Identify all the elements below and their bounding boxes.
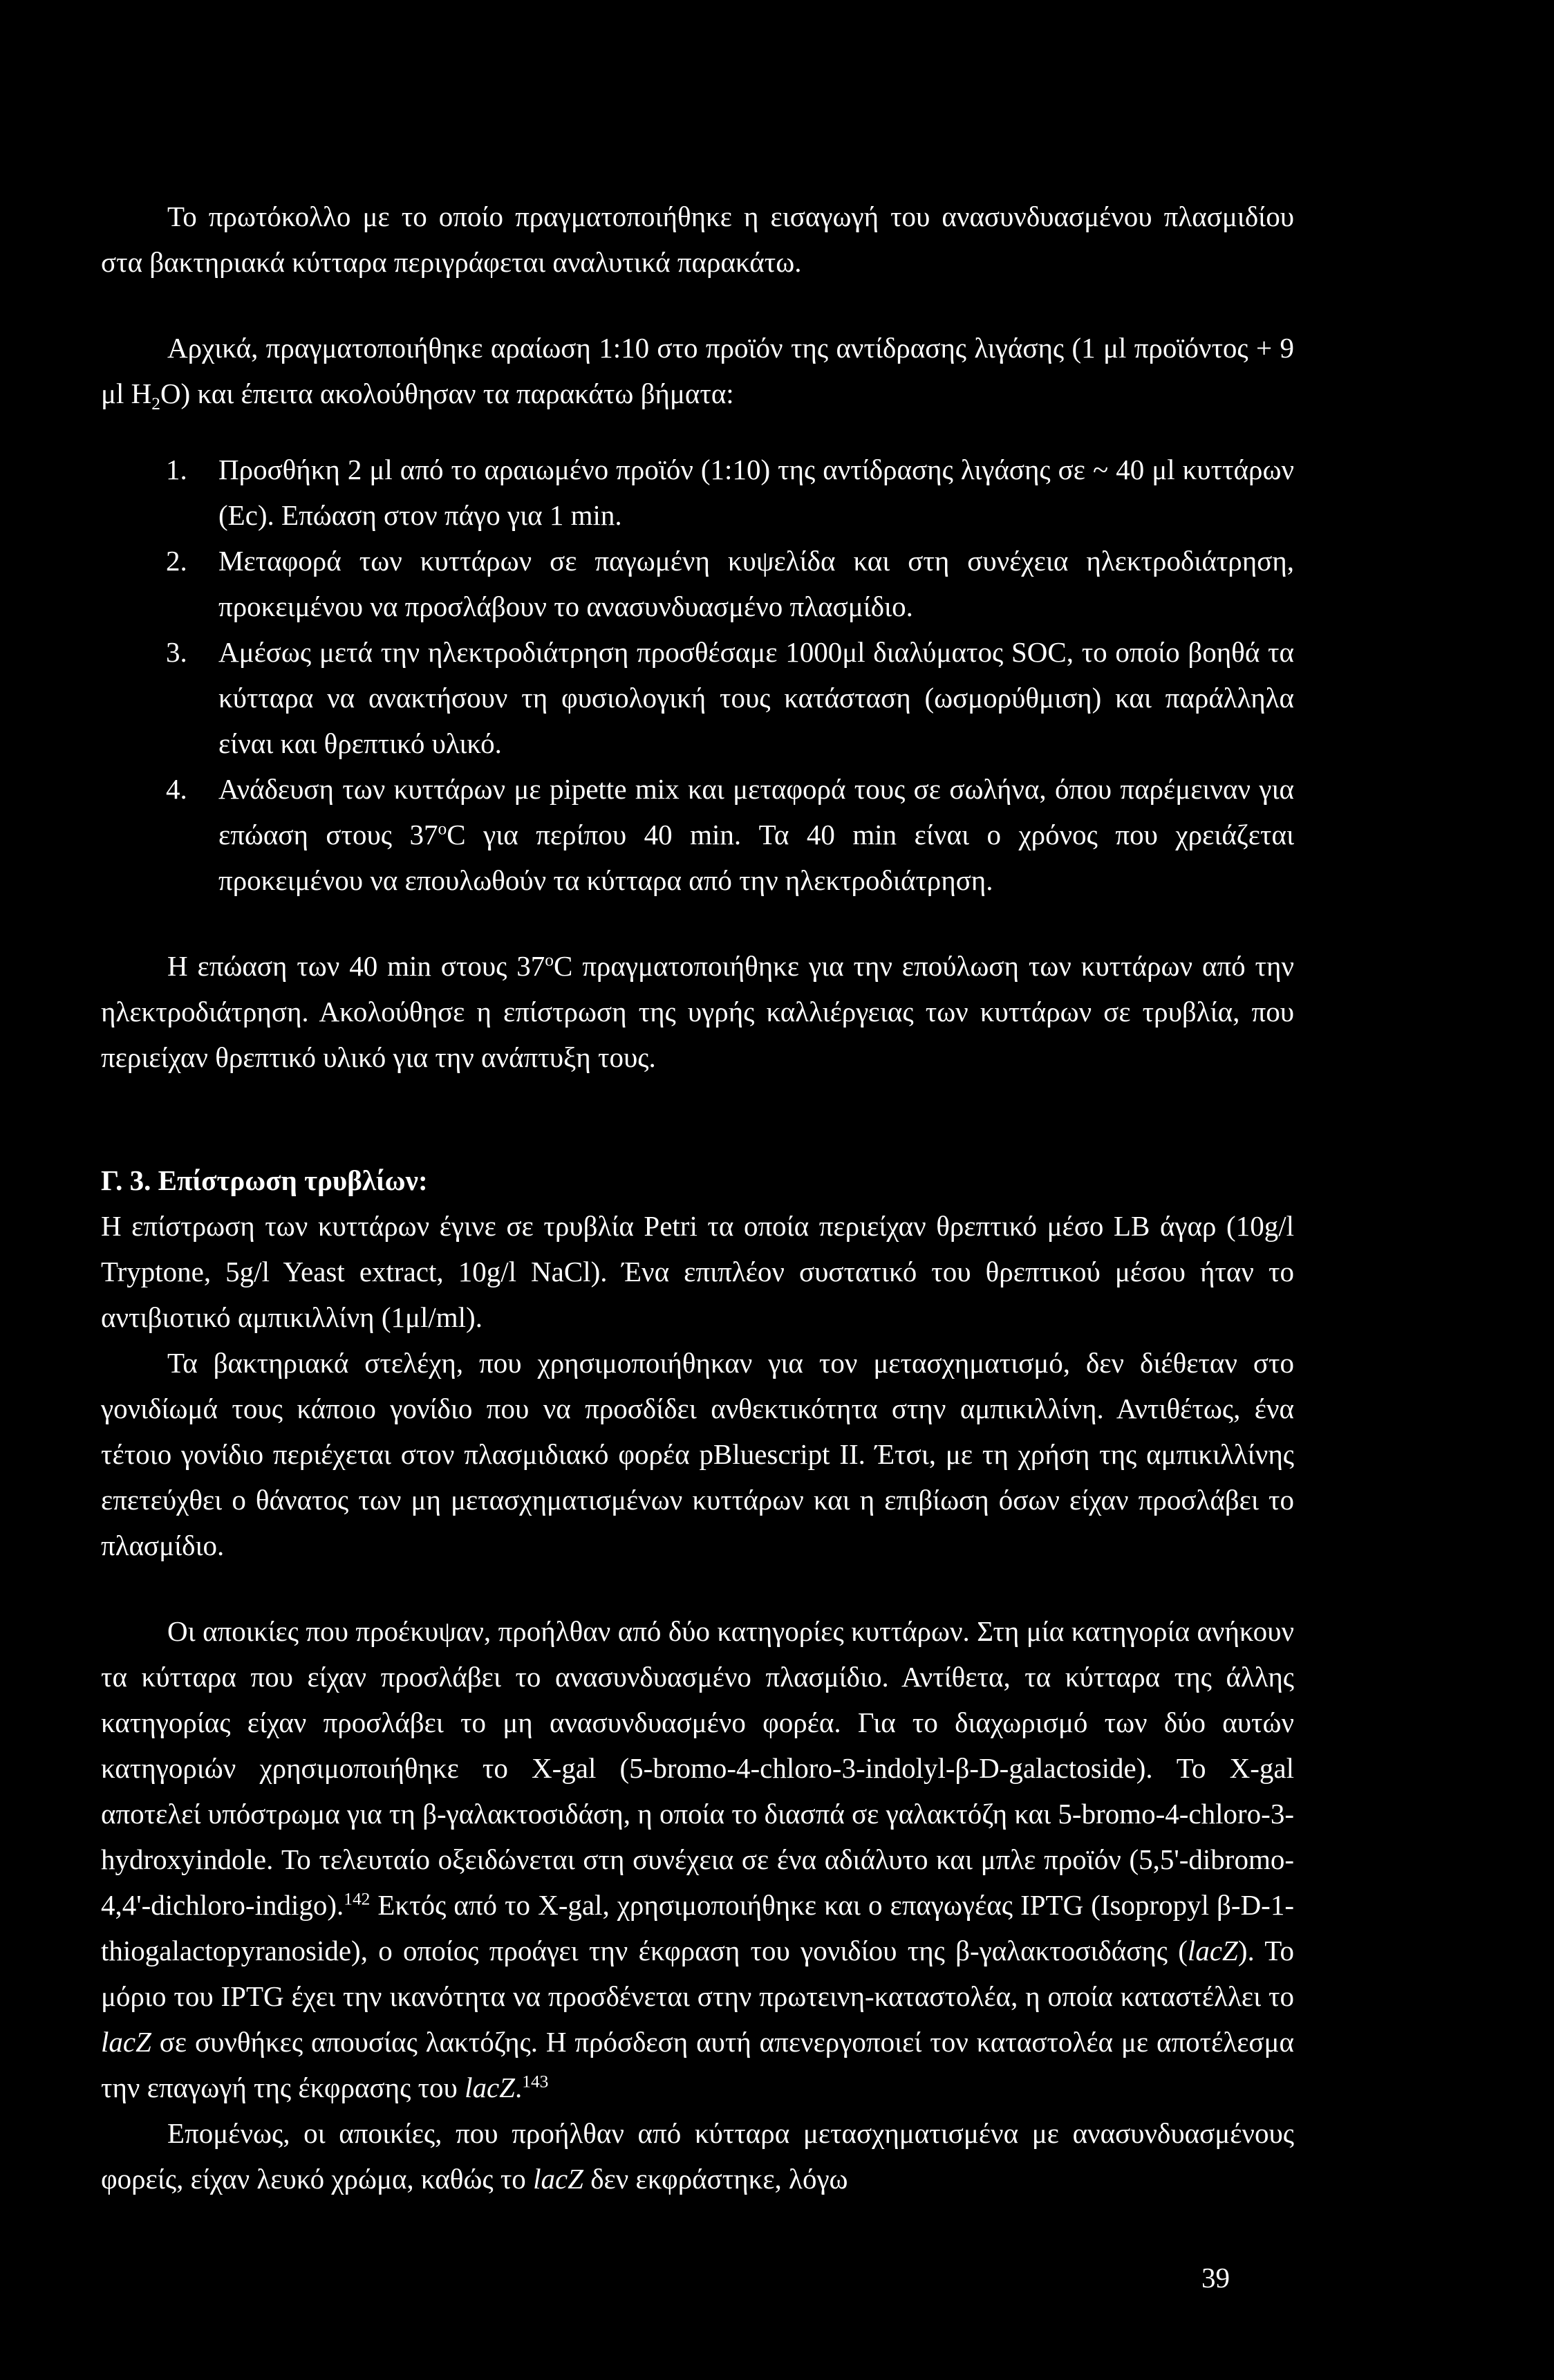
step-text: Αμέσως μετά την ηλεκτροδιάτρηση προσθέσαμε 1000μl διαλύματος SOC, το οποίο βοηθά τα κύτταρα να ανακτήσουν τη φυσιολογική τους κατάσταση (ωσμορύθμιση) και παράλληλα είναι και θρεπτικό υλικό.	[218, 636, 1294, 759]
section-title: Επίστρωση τρυβλίων:	[158, 1164, 428, 1196]
step-text: Μεταφορά των κυττάρων σε παγωμένη κυψελίδα και στη συνέχεια ηλεκτροδιάτρηση, προκειμένου να προσλάβουν το ανασυνδυασμένο πλασμίδιο.	[218, 545, 1294, 622]
section-heading	[101, 1158, 1294, 1203]
incubation-text-cont: C πραγματοποιήθηκε για την επούλωση των κυττάρων από την ηλεκτροδιάτρηση. Ακολούθησε η επίστρωση της υγρής καλλιέργειας των κυττάρων σε τρυβλία, που περιείχαν θρεπτικό υλικό για την ανάπτυξη τους.	[101, 950, 1294, 1073]
page-number: 39	[1201, 2262, 1230, 2294]
colonies-text: Οι αποικίες που προέκυψαν, προήλθαν από δύο κατηγορίες κυττάρων. Στη μία κατηγορία ανήκουν τα κύτταρα που είχαν προσλάβει το ανασυνδυασμένο πλασμίδιο. Αντίθετα, τα κύτταρα της άλλης κατηγορίας είχαν προσλάβει το μη ανασυνδυασμένο φορέα. Για το διαχωρισμό των δύο αυτών κατηγοριών χρησιμοποιήθηκε το X-gal (5-bromo-4-chloro-3-indolyl-β-D-galactoside). Το X-gal αποτελεί υπόστρωμα για τη β-γαλακτοσιδάση, η οποία το διασπά σε γαλακτόζη και 5-bromo-4-chloro-3-hydroxyindole. Το τελευταίο οξειδώνεται στη συνέχεια σε ένα αδιάλυτο και μπλε προϊόν (5,5'-dibromo-4,4'-dichloro-indigo).	[101, 1615, 1294, 1921]
gene-name: lacZ	[1187, 1935, 1238, 1967]
degree-superscript: o	[438, 819, 447, 839]
plating-paragraph: Η επίστρωση των κυττάρων έγινε σε τρυβλία Petri τα οποία περιείχαν θρεπτικό μέσο LB άγαρ (10g/l Tryptone, 5g/l Yeast extract, 10g/l NaCl). Ένα επιπλέον συστατικό του θρεπτικού μέσου ήταν το αντιβιοτικό αμπικιλλίνη (1μl/ml).	[101, 1210, 1294, 1333]
consequently-text: δεν εκφράστηκε, λόγω	[583, 2163, 848, 2195]
dilution-text-cont: O) και έπειτα ακολούθησαν τα παρακάτω βήματα:	[160, 378, 734, 409]
colonies-text: σε συνθήκες απουσίας λακτόζης. Η πρόσδεση αυτή απενεργοποιεί τον καταστολέα με αποτέλεσμα την επαγωγή της έκφρασης του	[101, 2026, 1294, 2103]
step-text-part: Ανάδευση των κυττάρων με pipette mix και μεταφορά τους σε σωλήνα, όπου παρέμειναν για επώαση στους 37	[218, 773, 1294, 850]
step-number: 1.	[166, 454, 187, 485]
gene-name: lacZ	[465, 2072, 515, 2103]
step-text: Προσθήκη 2 μl από το αραιωμένο προϊόν (1:10) της αντίδρασης λιγάσης σε ~ 40 μl κυττάρων (Ec). Επώαση στον πάγο για 1 min.	[218, 454, 1294, 531]
colonies-text: .	[515, 2072, 523, 2103]
step-text	[218, 773, 1294, 896]
dilution-text: Αρχικά, πραγματοποιήθηκε αραίωση 1:10 στο προϊόν της αντίδρασης λιγάσης (1 μl προϊόντος + 9 μl H	[101, 332, 1294, 409]
step-number: 3.	[166, 636, 187, 668]
dilution-paragraph	[101, 325, 1294, 416]
colonies-text: Εκτός από το X-gal, χρησιμοποιήθηκε και ο επαγωγέας IPTG (Isopropyl β-D-1-thiogalactopyranoside), ο οποίος προάγει την έκφραση του γονιδίου της β-γαλακτοσιδάσης (	[101, 1889, 1294, 1967]
ampicillin-paragraph: Τα βακτηριακά στελέχη, που χρησιμοποιήθηκαν για τον μετασχηματισμό, δεν διέθεταν στο γονιδίωμά τους κάποιο γονίδιο που να προσδίδει ανθεκτικότητα στην αμπικιλλίνη. Αντιθέτως, ένα τέτοιο γονίδιο περιέχεται στον πλασμιδιακό φορέα pBluescript II. Έτσι, με τη χρήση της αμπικιλλίνης επετεύχθει ο θάνατος των μη μετασχηματισμένων κυττάρων και η επιβίωση όσων είχαν προσλάβει το πλασμίδιο.	[101, 1347, 1294, 1561]
step-number: 2.	[166, 545, 187, 577]
protocol-step	[101, 538, 1294, 629]
protocol-step	[101, 447, 1294, 538]
incubation-paragraph	[101, 943, 1294, 1080]
degree-superscript: o	[545, 950, 554, 970]
colonies-text: ). Το μόριο του IPTG έχει την ικανότητα να προσδένεται στην πρωτεινη-καταστολέα, η οποία καταστέλλει το	[101, 1935, 1294, 2012]
colonies-paragraph	[101, 1608, 1294, 2110]
step-text-part: C για περίπου 40 min. Τα 40 min είναι ο χρόνος που χρειάζεται προκειμένου να επουλωθούν τα κύτταρα από την ηλεκτροδιάτρηση.	[218, 819, 1294, 896]
intro-paragraph: Το πρωτόκολλο με το οποίο πραγματοποιήθηκε η εισαγωγή του ανασυνδυασμένου πλασμιδίου στα βακτηριακά κύτταρα περιγράφεται αναλυτικά παρακάτω.	[101, 201, 1294, 278]
incubation-text: Η επώαση των 40 min στους 37	[167, 950, 545, 982]
gene-name: lacZ	[101, 2026, 151, 2058]
document-page	[101, 194, 1294, 2202]
section-number: Γ. 3.	[101, 1164, 151, 1196]
consequently-text: Επομένως, οι αποικίες, που προήλθαν από κύτταρα μετασχηματισμένα με ανασυνδυασμένους φορείς, είχαν λευκό χρώμα, καθώς το	[101, 2117, 1294, 2195]
protocol-step	[101, 766, 1294, 903]
protocol-step	[101, 629, 1294, 766]
consequently-paragraph	[101, 2110, 1294, 2202]
reference-superscript: 142	[344, 1889, 371, 1909]
step-number: 4.	[166, 773, 187, 805]
protocol-steps	[101, 447, 1294, 903]
water-subscript: 2	[151, 394, 160, 414]
gene-name: lacZ	[533, 2163, 583, 2195]
reference-superscript: 143	[522, 2072, 549, 2092]
